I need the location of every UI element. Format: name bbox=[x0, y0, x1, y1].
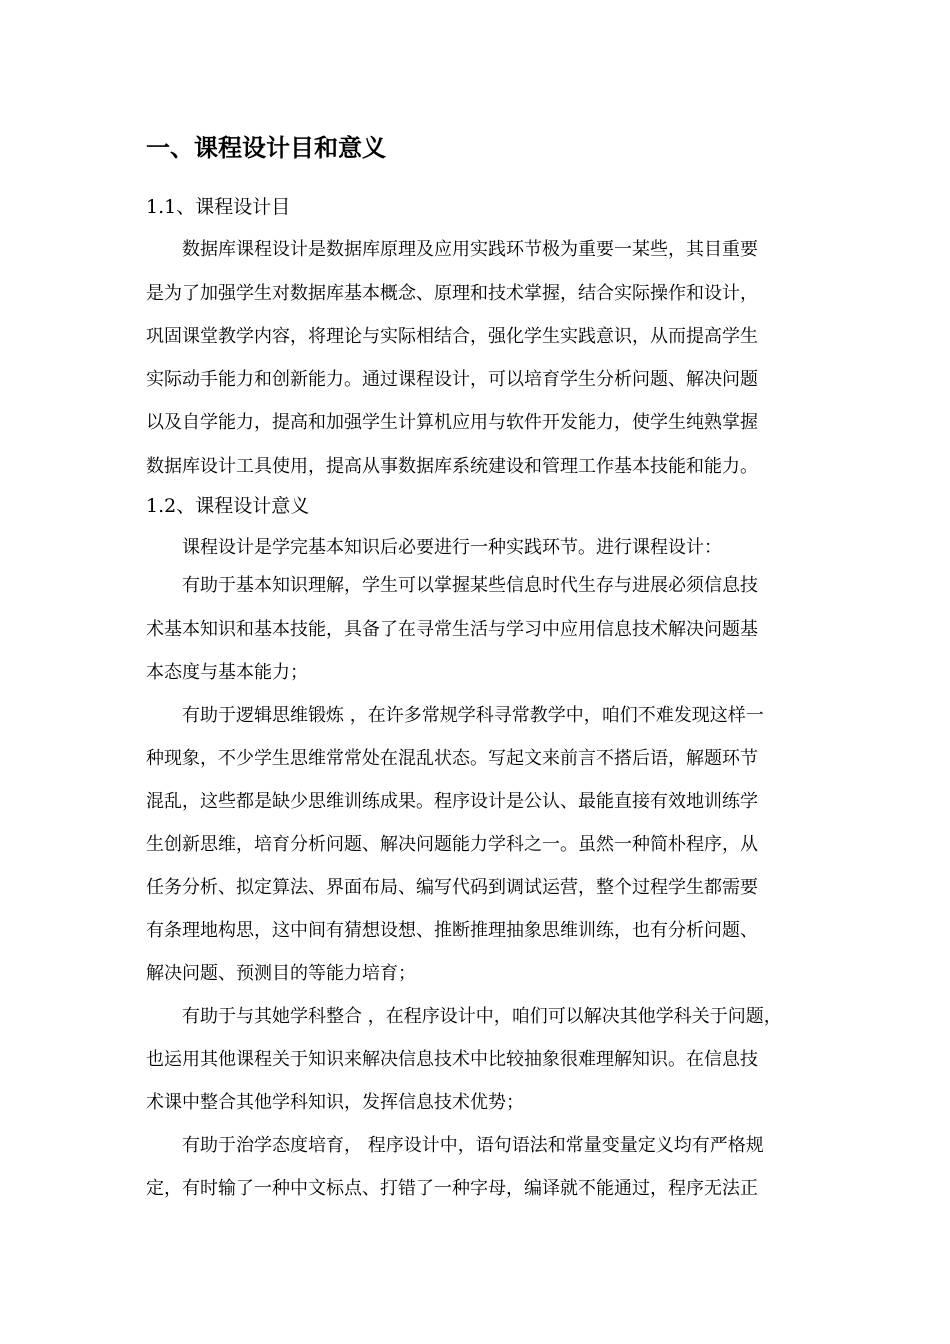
section-heading-1-1: 1.1、课程设计目 bbox=[146, 196, 291, 218]
paragraph-line: 本态度与基本能力； bbox=[146, 662, 308, 683]
paragraph-line: 实际动手能力和创新能力。通过课程设计，可以培育学生分析问题、解决问题 bbox=[146, 369, 758, 390]
paragraph-line: 术基本知识和基本技能，具备了在寻常生活与学习中应用信息技术解决问题基 bbox=[146, 619, 758, 640]
paragraph-line: 任务分析、拟定算法、界面布局、编写代码到调试运营，整个过程学生都需要 bbox=[146, 877, 758, 898]
paragraph-line: 定，有时输了一种中文标点、打错了一种字母，编译就不能通过，程序无法正 bbox=[146, 1178, 758, 1199]
paragraph-line: 有助于与其她学科整合 ，在程序设计中，咱们可以解决其他学科关于问题， bbox=[182, 1006, 782, 1027]
paragraph-line: 课程设计是学完基本知识后必要进行一种实践环节。进行课程设计： bbox=[182, 537, 722, 558]
paragraph-line: 有条理地构思，这中间有猜想设想、推断推理抽象思维训练，也有分析问题、 bbox=[146, 920, 758, 941]
chapter-heading: 一、课程设计目和意义 bbox=[146, 134, 386, 162]
paragraph-line: 解决问题、预测目的等能力培育； bbox=[146, 963, 416, 984]
paragraph-line: 数据库设计工具使用，提高从事数据库系统建设和管理工作基本技能和能力。 bbox=[146, 456, 758, 477]
paragraph-line: 有助于逻辑思维锻炼 ，在许多常规学科寻常教学中，咱们不难发现这样一 bbox=[182, 705, 764, 726]
paragraph-line: 生创新思维，培育分析问题、解决问题能力学科之一。虽然一种简朴程序，从 bbox=[146, 834, 758, 855]
paragraph-line: 也运用其他课程关于知识来解决信息技术中比较抽象很难理解知识。在信息技 bbox=[146, 1049, 758, 1070]
paragraph-line: 种现象，不少学生思维常常处在混乱状态。写起文来前言不搭后语，解题环节 bbox=[146, 748, 758, 769]
paragraph-line: 巩固课堂教学内容，将理论与实际相结合，强化学生实践意识，从而提高学生 bbox=[146, 326, 758, 347]
paragraph-line: 有助于基本知识理解，学生可以掌握某些信息时代生存与进展必须信息技 bbox=[182, 575, 758, 596]
section-heading-1-2: 1.2、课程设计意义 bbox=[146, 495, 310, 517]
paragraph-line: 混乱，这些都是缺少思维训练成果。程序设计是公认、最能直接有效地训练学 bbox=[146, 791, 758, 812]
paragraph-line: 有助于治学态度培育， 程序设计中，语句语法和常量变量定义均有严格规 bbox=[182, 1135, 764, 1156]
paragraph-line: 术课中整合其他学科知识，发挥信息技术优势； bbox=[146, 1092, 524, 1113]
paragraph-line: 数据库课程设计是数据库原理及应用实践环节极为重要一某些，其目重要 bbox=[182, 239, 758, 260]
paragraph-line: 是为了加强学生对数据库基本概念、原理和技术掌握，结合实际操作和设计， bbox=[146, 283, 758, 304]
paragraph-line: 以及自学能力，提高和加强学生计算机应用与软件开发能力，使学生纯熟掌握 bbox=[146, 412, 758, 433]
